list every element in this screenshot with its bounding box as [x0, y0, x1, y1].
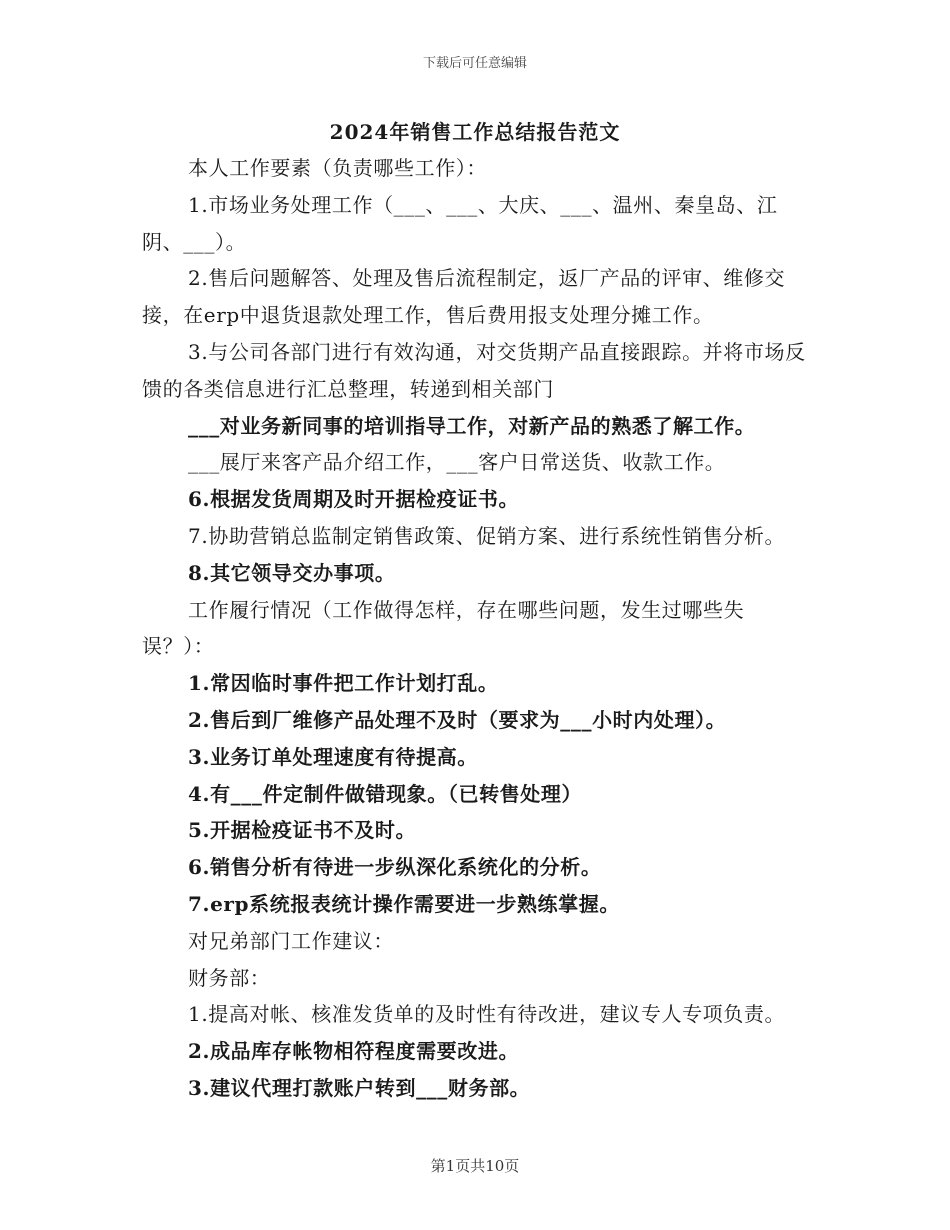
- paragraph: 1.提高对帐、核准发货单的及时性有待改进，建议专人专项负责。: [188, 1002, 786, 1027]
- paragraph: 1.市场业务处理工作（___、___、大庆、___、温州、秦皇岛、江阴、___）。: [142, 192, 778, 254]
- paragraph: 1.常因临时事件把工作计划打乱。: [188, 671, 499, 696]
- paragraph: 财务部：: [188, 965, 271, 990]
- document-title: 2024年销售工作总结报告范文: [329, 120, 621, 144]
- paragraph: 8.其它领导交办事项。: [188, 560, 396, 585]
- paragraph: 7.协助营销总监制定销售政策、促销方案、进行系统性销售分析。: [188, 523, 786, 548]
- paragraph: 6.销售分析有待进一步纵深化系统化的分析。: [188, 855, 602, 880]
- paragraph: 2.售后到厂维修产品处理不及时（要求为___小时内处理）。: [188, 707, 727, 732]
- page-header: 下载后可任意编辑: [422, 56, 527, 71]
- document-body: [142, 150, 812, 1107]
- paragraph: 5.开据检疫证书不及时。: [188, 818, 417, 843]
- paragraph: 本人工作要素（负责哪些工作）：: [188, 156, 487, 180]
- paragraph: 工作履行情况（工作做得怎样，存在哪些问题，发生过哪些失误？）：: [142, 597, 745, 659]
- paragraph: 2.售后问题解答、处理及售后流程制定，返厂产品的评审、维修交接，在erp中退货退款处理工作，售后费用报支处理分摊工作。: [142, 266, 786, 328]
- paragraph: 对兄弟部门工作建议：: [188, 928, 394, 953]
- paragraph: 7.erp系统报表统计操作需要进一步熟练掌握。: [188, 891, 620, 916]
- page-footer: 第1页共10页: [430, 1157, 520, 1175]
- paragraph: ___展厅来客产品介绍工作，___客户日常送货、收款工作。: [188, 450, 726, 475]
- paragraph: 6.根据发货周期及时开据检疫证书。: [188, 487, 520, 512]
- paragraph: 4.有___件定制件做错现象。（已转售处理）: [188, 781, 583, 806]
- paragraph: 3.业务订单处理速度有待提高。: [188, 744, 478, 769]
- paragraph: ___对业务新同事的培训指导工作，对新产品的熟悉了解工作。: [188, 413, 756, 438]
- paragraph: 2.成品库存帐物相符程度需要改进。: [188, 1039, 520, 1064]
- paragraph: 3.建议代理打款账户转到___财务部。: [188, 1075, 531, 1100]
- paragraph: 3.与公司各部门进行有效沟通，对交货期产品直接跟踪。并将市场反馈的各类信息进行汇总整理，转递到相关部门: [142, 339, 806, 401]
